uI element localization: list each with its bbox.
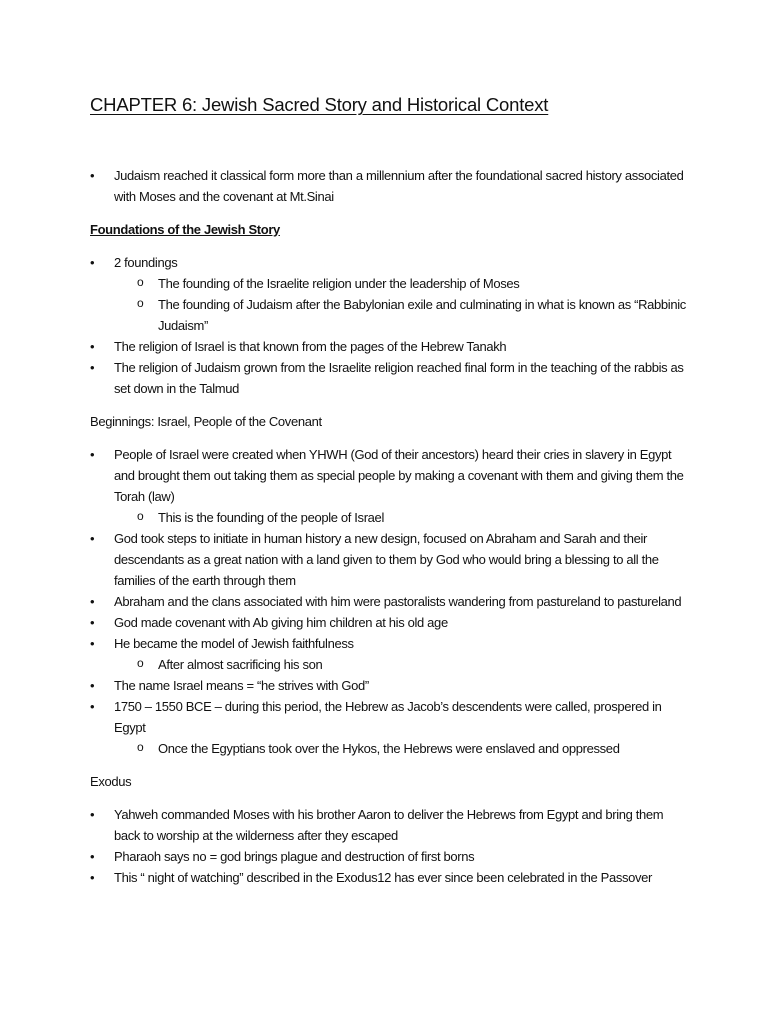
exodus-list	[90, 804, 690, 888]
foundations-list	[90, 252, 690, 399]
section-heading-beginnings: Beginnings: Israel, People of the Covenant	[90, 414, 322, 429]
list-item: • Judaism reached it classical form more than a millennium after the foundational sacred history associated with Moses and the covenant at Mt.Sinai	[90, 165, 690, 207]
list-item: • God made covenant with Ab giving him children at his old age	[90, 612, 690, 633]
list-item: • 2 foundings	[90, 252, 690, 273]
list-item: • The religion of Israel is that known from the pages of the Hebrew Tanakh	[90, 336, 690, 357]
list-item: • Yahweh commanded Moses with his brother Aaron to deliver the Hebrews from Egypt and bring them back to worship at the wilderness after they escaped	[90, 804, 690, 846]
list-item: • Abraham and the clans associated with him were pastoralists wandering from pastureland to pastureland	[90, 591, 690, 612]
list-item: • He became the model of Jewish faithfulness	[90, 633, 690, 654]
list-item: • The religion of Judaism grown from the Israelite religion reached final form in the teaching of the rabbis as set down in the Talmud	[90, 357, 690, 399]
list-item: • The name Israel means = “he strives with God”	[90, 675, 690, 696]
list-item: • 1750 – 1550 BCE – during this period, the Hebrew as Jacob’s descendents were called, prospered in Egypt	[90, 696, 690, 738]
section-heading-foundations: Foundations of the Jewish Story	[90, 222, 280, 237]
beginnings-list	[90, 444, 690, 759]
list-item: • God took steps to initiate in human history a new design, focused on Abraham and Sarah and their descendants as a great nation with a land given to them by God who would bring a blessing to all the families of the earth through them	[90, 528, 690, 591]
list-item: • This “ night of watching” described in the Exodus12 has ever since been celebrated in the Passover	[90, 867, 690, 888]
sub-list-item: o The founding of Judaism after the Babylonian exile and culminating in what is known as “Rabbinic Judaism”	[90, 294, 690, 336]
sub-list-item: o The founding of the Israelite religion under the leadership of Moses	[90, 273, 690, 294]
document-body	[90, 165, 690, 888]
sub-list-item: o After almost sacrificing his son	[90, 654, 690, 675]
list-item: • People of Israel were created when YHWH (God of their ancestors) heard their cries in slavery in Egypt and brought them out taking them as special people by making a covenant with them and giving them the Torah (law)	[90, 444, 690, 507]
sub-list-item: o This is the founding of the people of Israel	[90, 507, 690, 528]
intro-list	[90, 165, 690, 207]
sub-list-item: o Once the Egyptians took over the Hykos, the Hebrews were enslaved and oppressed	[90, 738, 690, 759]
section-heading-exodus: Exodus	[90, 774, 132, 789]
chapter-title: CHAPTER 6: Jewish Sacred Story and Historical Context	[90, 94, 549, 115]
list-item: • Pharaoh says no = god brings plague and destruction of first borns	[90, 846, 690, 867]
